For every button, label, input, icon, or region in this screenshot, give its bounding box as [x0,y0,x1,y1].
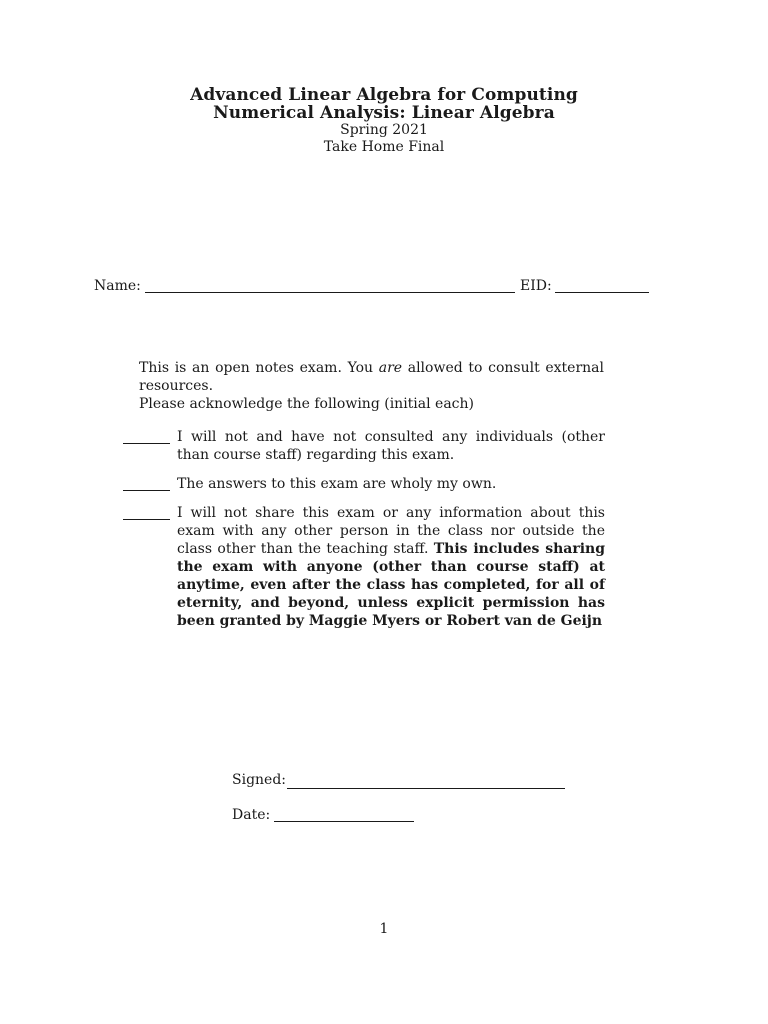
acknowledgement-item [123,504,605,630]
acknowledgement-item [123,475,605,493]
acknowledgement-text: I will not share this exam or any information about this exam with any other person in the class nor outside the class other than the teaching staff. This includes sharing the exam with anyone (other than course staff) at anytime, even after the class has completed, for all of eternity, and beyond, unless explicit permission has been granted by Maggie Myers or Robert van de Geijn [177,505,606,629]
eid-field[interactable] [555,292,649,293]
exam-type: Take Home Final [323,139,445,155]
signature-row [232,772,572,792]
acknowledgement-text: I will not and have not consulted any individuals (other than course staff) regarding this exam. [177,429,605,463]
signature-field[interactable] [287,788,565,789]
identity-row [94,278,654,298]
date-row [232,807,432,827]
acknowledgement-text: The answers to this exam are wholy my own. [177,476,497,492]
term: Spring 2021 [340,122,428,138]
open-notes-statement: This is an open notes exam. You are allowed to consult external resources. [139,360,604,394]
title-block [0,86,768,156]
page-number: 1 [379,921,389,937]
acknowledge-instruction: Please acknowledge the following (initial each) [139,396,474,412]
emphasis-are: are [378,360,403,376]
eid-label: EID: [520,278,552,294]
name-field[interactable] [145,292,515,293]
instructions [139,359,604,413]
initial-blank[interactable] [123,428,170,444]
signed-label: Signed: [232,772,287,788]
course-subtitle: Numerical Analysis: Linear Algebra [213,103,555,123]
date-field[interactable] [274,821,414,822]
name-label: Name: [94,278,141,294]
course-title: Advanced Linear Algebra for Computing [190,85,578,105]
initial-blank[interactable] [123,475,170,491]
confidentiality-clause: This includes sharing the exam with anyone (other than course staff) at anytime, even after the class has completed, for all of eternity, and beyond, unless explicit permission has been granted by Maggie Myers or Robert van de Geijn [177,541,606,629]
initial-blank[interactable] [123,504,170,520]
acknowledgement-item [123,428,605,464]
date-label: Date: [232,807,271,823]
